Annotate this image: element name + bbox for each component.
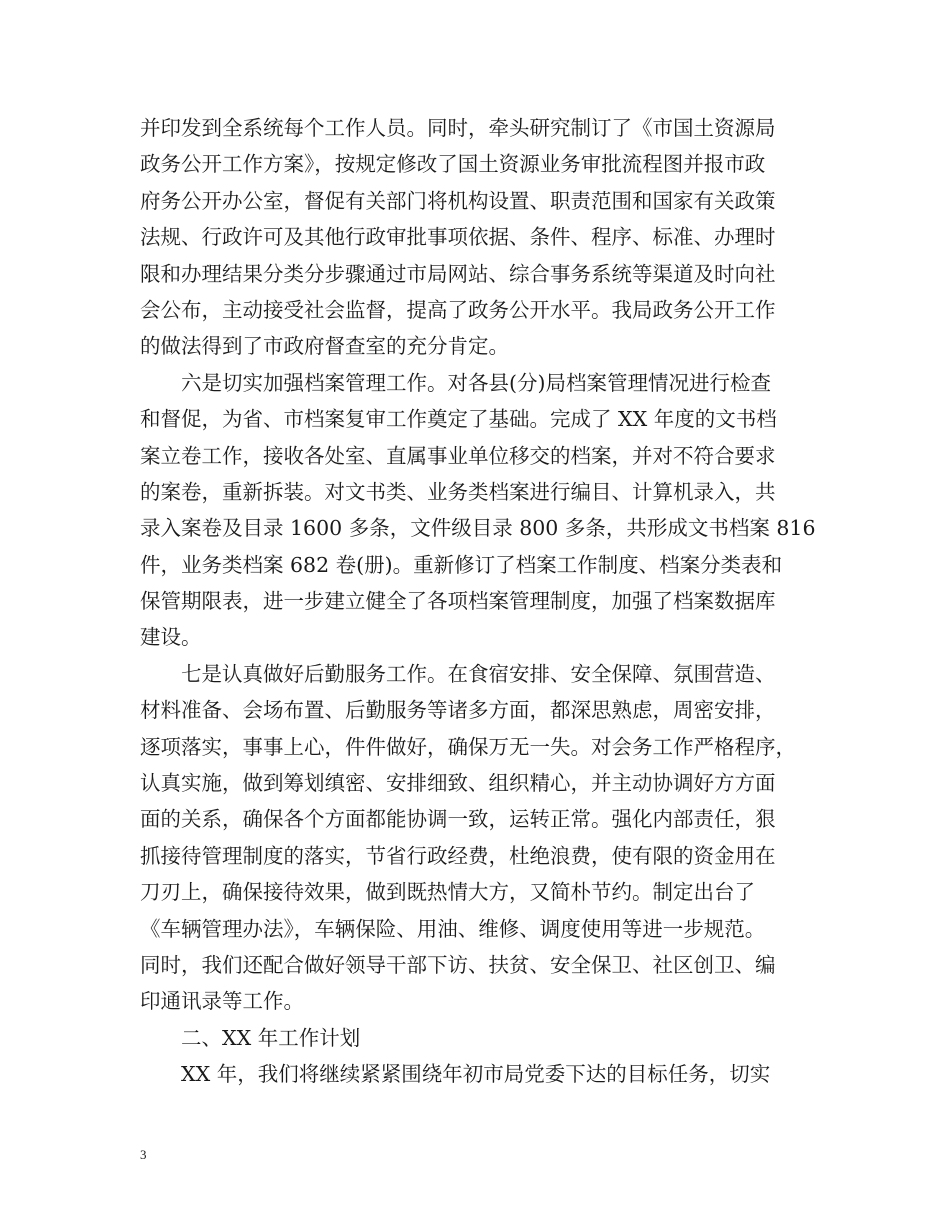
text-line: 认真实施，做到筹划缜密、安排细致、组织精心，并主动协调好方方面: [140, 771, 776, 796]
text-line: 印通讯录等工作。: [140, 989, 304, 1014]
text-line: 同时，我们还配合做好领导干部下访、扶贫、安全保卫、社区创卫、编: [140, 952, 776, 977]
text-line: 会公布，主动接受社会监督，提高了政务公开水平。我局政务公开工作: [140, 297, 776, 322]
text-line: 面的关系，确保各个方面都能协调一致，运转正常。强化内部责任，狠: [140, 807, 776, 832]
text-line: 七是认真做好后勤服务工作。在食宿安排、安全保障、氛围营造、: [140, 661, 776, 686]
text-line: 件，业务类档案 682 卷(册)。重新修订了档案工作制度、档案分类表和: [140, 552, 783, 577]
text-line: 刀刃上，确保接待效果，做到既热情大方，又简朴节约。制定出台了: [140, 880, 755, 905]
text-line: 府务公开办公室，督促有关部门将机构设置、职责范围和国家有关政策: [140, 188, 776, 213]
text-line: 限和办理结果分类分步骤通过市局网站、综合事务系统等渠道及时向社: [140, 261, 776, 286]
text-line: XX 年，我们将继续紧紧围绕年初市局党委下达的目标任务，切实: [140, 1062, 771, 1087]
body-text: [140, 110, 820, 1093]
text-line: 抓接待管理制度的落实，节省行政经费，杜绝浪费，使有限的资金用在: [140, 843, 776, 868]
section-heading: 二、XX 年工作计划: [140, 1025, 361, 1050]
text-line: 案立卷工作，接收各处室、直属事业单位移交的档案，并对不符合要求: [140, 443, 776, 468]
text-line: 的做法得到了市政府督查室的充分肯定。: [140, 334, 509, 359]
text-line: 录入案卷及目录 1600 多条，文件级目录 800 多条，共形成文书档案 816: [140, 516, 816, 541]
text-line: 逐项落实，事事上心，件件做好，确保万无一失。对会务工作严格程序，: [140, 734, 796, 759]
text-line: 《车辆管理办法》，车辆保险、用油、维修、调度使用等进一步规范。: [140, 916, 766, 941]
text-line: 政务公开工作方案》，按规定修改了国土资源业务审批流程图并报市政: [140, 152, 766, 177]
text-line: 和督促，为省、市档案复审工作奠定了基础。完成了 XX 年度的文书档: [140, 407, 777, 432]
page-number: 3: [140, 1147, 147, 1162]
text-line: 并印发到全系统每个工作人员。同时，牵头研究制订了《市国土资源局: [140, 116, 776, 140]
text-line: 保管期限表，进一步建立健全了各项档案管理制度，加强了档案数据库: [140, 589, 776, 614]
text-line: 的案卷，重新拆装。对文书类、业务类档案进行编目、计算机录入，共: [140, 479, 776, 504]
text-line: 建设。: [140, 625, 202, 650]
text-line: 法规、行政许可及其他行政审批事项依据、条件、程序、标准、办理时: [140, 225, 776, 250]
text-line: 六是切实加强档案管理工作。对各县(分)局档案管理情况进行检查: [140, 370, 771, 395]
text-line: 材料准备、会场布置、后勤服务等诸多方面，都深思熟虑，周密安排，: [140, 698, 776, 723]
